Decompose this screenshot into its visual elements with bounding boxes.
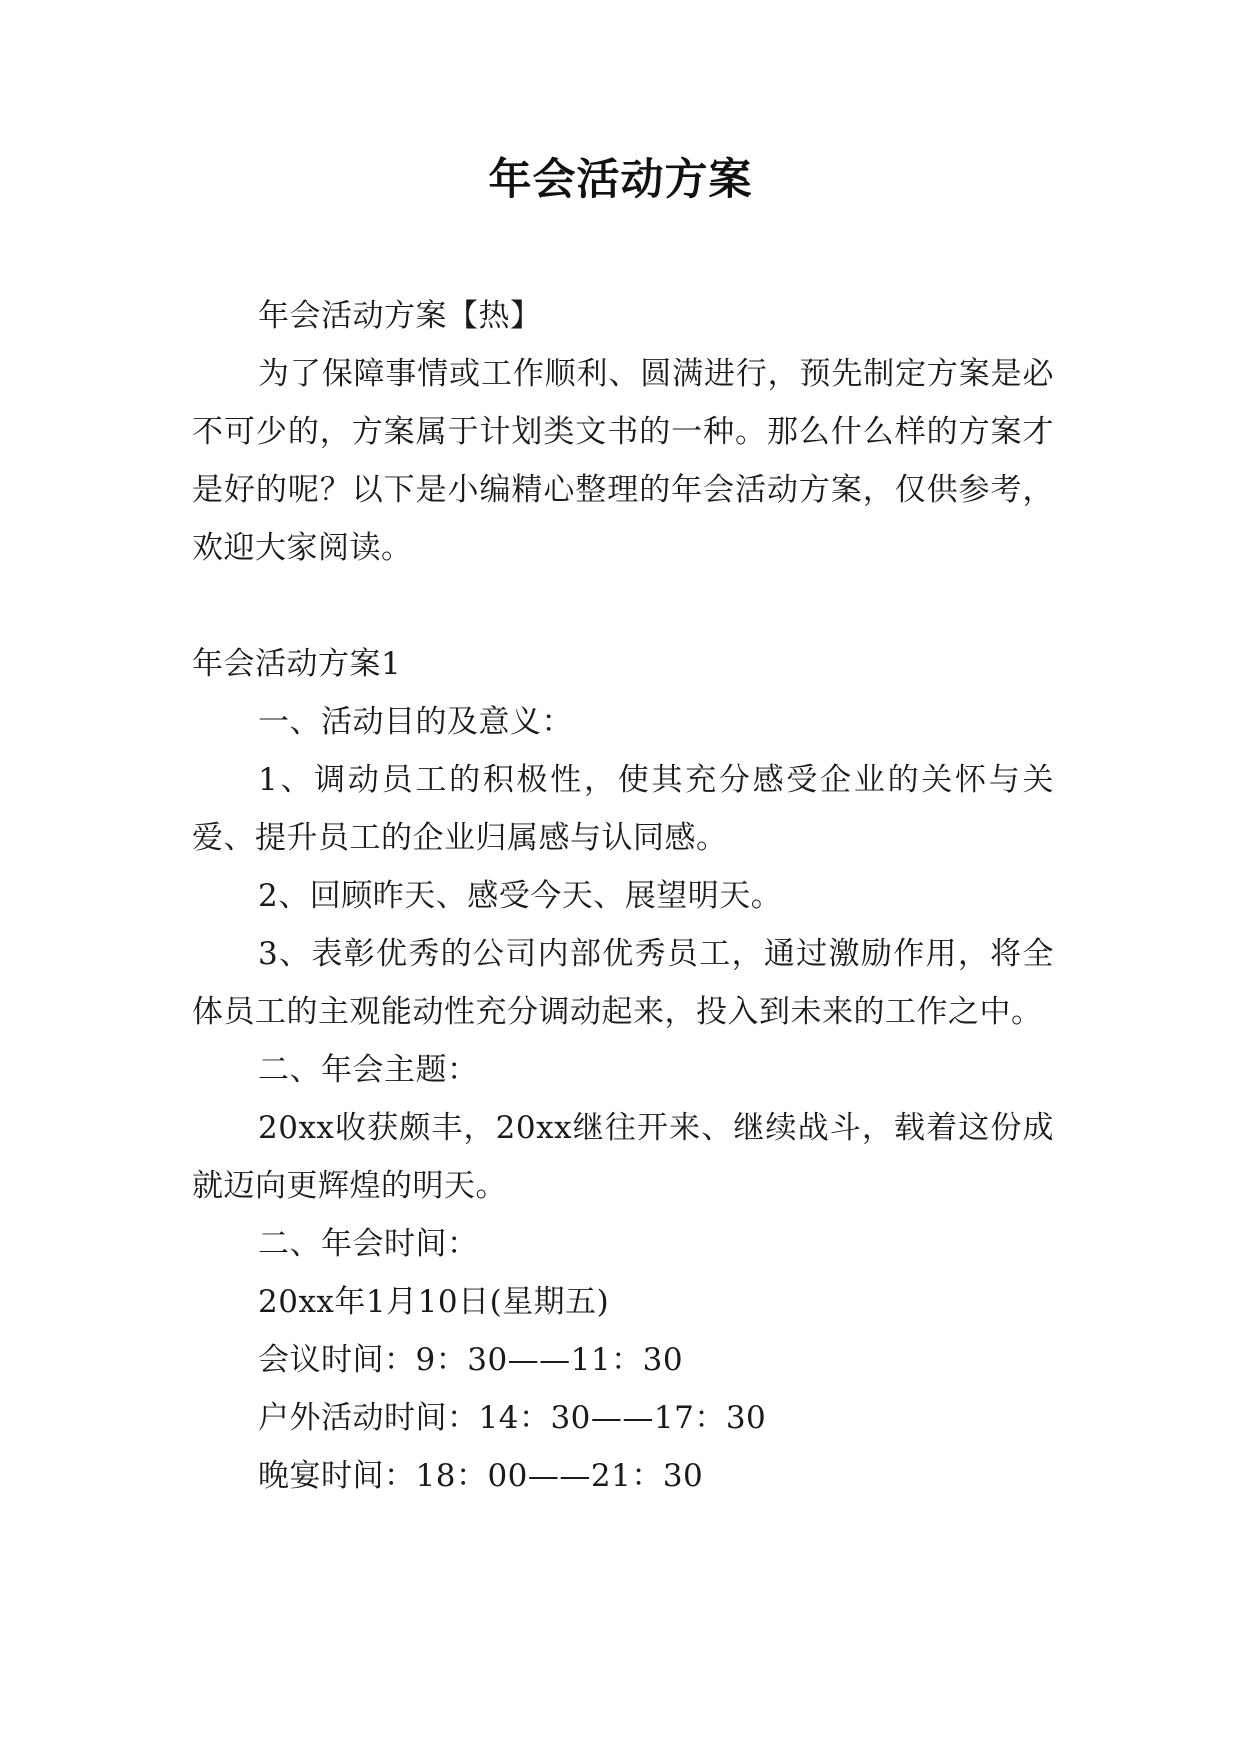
outdoor-activity-time: 户外活动时间：14：30——17：30 (258, 1400, 767, 1436)
subheading-time: 二、年会时间： (258, 1226, 479, 1262)
purpose-item-2: 2、回顾昨天、感受今天、展望明天。 (258, 878, 783, 914)
section-heading-plan-1: 年会活动方案1 (192, 646, 402, 682)
document-body (192, 287, 1054, 1505)
banquet-time: 晚宴时间：18：00——21：30 (258, 1458, 704, 1494)
meeting-time: 会议时间：9：30——11：30 (258, 1342, 684, 1378)
intro-heading: 年会活动方案【热】 (258, 298, 542, 334)
subheading-purpose: 一、活动目的及意义： (258, 704, 573, 740)
theme-paragraph: 20xx收获颇丰，20xx继往开来、继续战斗，载着这份成就迈向更辉煌的明天。 (192, 1110, 1054, 1204)
event-date: 20xx年1月10日(星期五) (258, 1284, 610, 1320)
subheading-theme: 二、年会主题： (258, 1052, 479, 1088)
purpose-item-3: 3、表彰优秀的公司内部优秀员工，通过激励作用，将全体员工的主观能动性充分调动起来，投入到未来的工作之中。 (192, 936, 1054, 1030)
document-title: 年会活动方案 (488, 155, 753, 205)
purpose-item-1: 1、调动员工的积极性，使其充分感受企业的关怀与关爱、提升员工的企业归属感与认同感。 (192, 762, 1054, 856)
intro-paragraph: 为了保障事情或工作顺利、圆满进行，预先制定方案是必不可少的，方案属于计划类文书的一种。那么什么样的方案才是好的呢？以下是小编精心整理的年会活动方案，仅供参考，欢迎大家阅读。 (192, 356, 1054, 566)
